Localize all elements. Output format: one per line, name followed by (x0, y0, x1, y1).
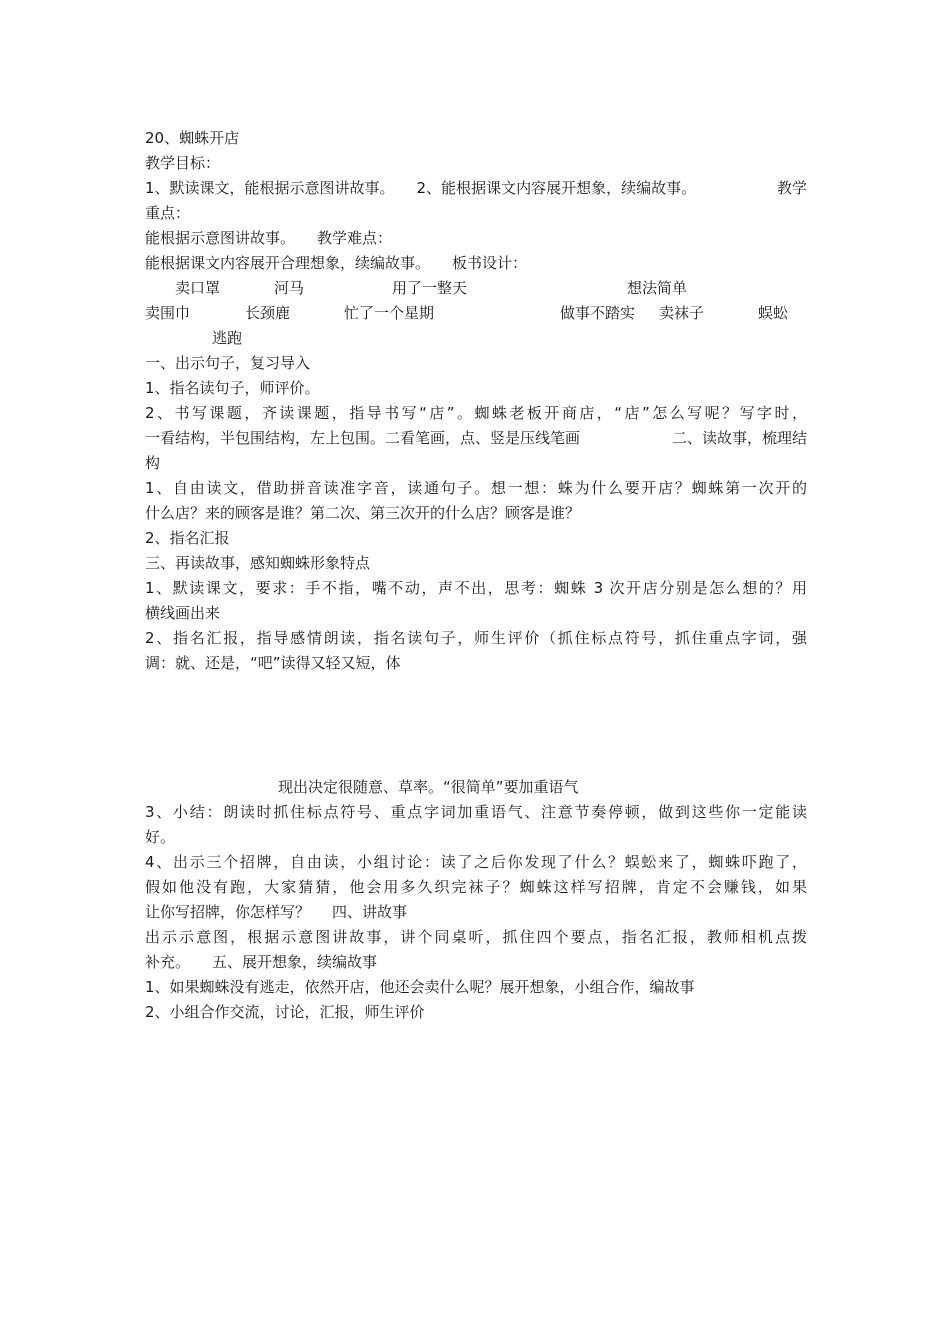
section-3-item-cont: 调：就、还是，“吧”读得又轻又短，体 (145, 654, 401, 672)
board-cell: 逃跑 (212, 329, 243, 347)
section-1-item-cont (145, 428, 807, 448)
section-1-item: 1、指名读句子，师评价。 (145, 379, 320, 397)
board-cell: 河马 (274, 279, 305, 297)
section-4-text-end: 补充。 (145, 953, 191, 971)
objective-1: 1、默读课文，能根据示意图讲故事。 (145, 179, 395, 197)
lesson-title: 20、蜘蛛开店 (145, 129, 240, 147)
section-3-item: 4、出示三个招牌，自由读，小组讨论：读了之后你发现了什么？蜈蚣来了，蜘蛛吓跑了， (145, 853, 807, 871)
board-cell: 做事不踏实 (560, 304, 636, 322)
section-1-heading: 一、出示句子，复习导入 (145, 354, 311, 372)
section-4-heading: 四、讲故事 (332, 903, 408, 921)
board-cell: 卖口罩 (175, 279, 221, 297)
section-2-item: 2、指名汇报 (145, 529, 230, 547)
board-cell: 卖围巾 (145, 304, 191, 322)
section-5-item: 1、如果蜘蛛没有逃走，依然开店，他还会卖什么呢？展开想象，小组合作，编故事 (145, 978, 695, 996)
section-3-item: 3、小结：朗读时抓住标点符号、重点字词加重语气、注意节奏停顿，做到这些你一定能读 (145, 803, 807, 821)
section-2-item: 1、自由读文，借助拼音读准字音，读通句子。想一想：蛛为什么要开店？蜘蛛第一次开的 (145, 479, 807, 497)
section-3-item-cont: 横线画出来 (145, 604, 221, 622)
board-cell: 卖袜子 (659, 304, 705, 322)
key-points-line (145, 228, 392, 248)
section-1-item: 2、书写课题，齐读课题，指导书写“店”。蜘蛛老板开商店，“店”怎么写呢？写字时， (145, 404, 807, 422)
difficulty-line (145, 253, 527, 273)
objectives-heading: 教学目标： (145, 154, 221, 172)
section-2-heading-b: 构 (145, 454, 161, 472)
section-5-item: 2、小组合作交流，讨论，汇报，师生评价 (145, 1003, 425, 1021)
section-4-text: 出示示意图，根据示意图讲故事，讲个同桌听，抓住四个要点，指名汇报，教师相机点拨 (145, 928, 807, 946)
section-2-heading-a: 二、读故事，梳理结 (671, 429, 807, 447)
section-3-item: 1、默读课文，要求：手不指，嘴不动，声不出，思考：蜘蛛 3 次开店分别是怎么想的？用 (145, 579, 807, 597)
section-2-item-cont: 什么店？来的顾客是谁？第二次、第三次开的什么店？顾客是谁？ (145, 504, 581, 522)
board-cell: 想法简单 (627, 279, 688, 297)
difficulty-heading: 教学难点： (317, 229, 393, 247)
board-cell: 蜈蚣 (758, 304, 789, 322)
board-cell: 忙了一个星期 (344, 304, 435, 322)
section-3-item: 2、指名汇报，指导感情朗读，指名读句子，师生评价（抓住标点符号，抓住重点字词，强 (145, 629, 807, 647)
objectives-line (145, 178, 807, 198)
difficulty-text: 能根据课文内容展开合理想象，续编故事。 (145, 254, 431, 272)
section-3-item-cont: 假如他没有跑，大家猜猜，他会用多久织完袜子？蜘蛛这样写招牌，肯定不会赚钱，如果 (145, 878, 807, 896)
section-3-continuation: 现出决定很随意、草率。“很简单”要加重语气 (278, 778, 579, 796)
section-5-heading: 五、展开想象，续编故事 (212, 953, 378, 971)
section-1-item-text: 一看结构，半包围结构，左上包围。二看笔画，点、竖是压线笔画 (145, 429, 581, 447)
section-4-text-cont (145, 952, 377, 972)
section-3-heading: 三、再读故事，感知蜘蛛形象特点 (145, 554, 371, 572)
key-points-heading-a: 教学 (776, 179, 807, 197)
board-cell: 用了一整天 (392, 279, 468, 297)
section-3-item-cont (145, 902, 407, 922)
objective-2: 2、能根据课文内容展开想象，续编故事。 (416, 179, 697, 197)
key-points-heading-b: 重点： (145, 204, 191, 222)
section-3-item-text: 让你写招牌，你怎样写？ (145, 903, 311, 921)
section-3-item-cont: 好。 (145, 828, 176, 846)
board-cell: 长颈鹿 (245, 304, 291, 322)
board-heading: 板书设计： (452, 254, 528, 272)
key-points-text: 能根据示意图讲故事。 (145, 229, 296, 247)
